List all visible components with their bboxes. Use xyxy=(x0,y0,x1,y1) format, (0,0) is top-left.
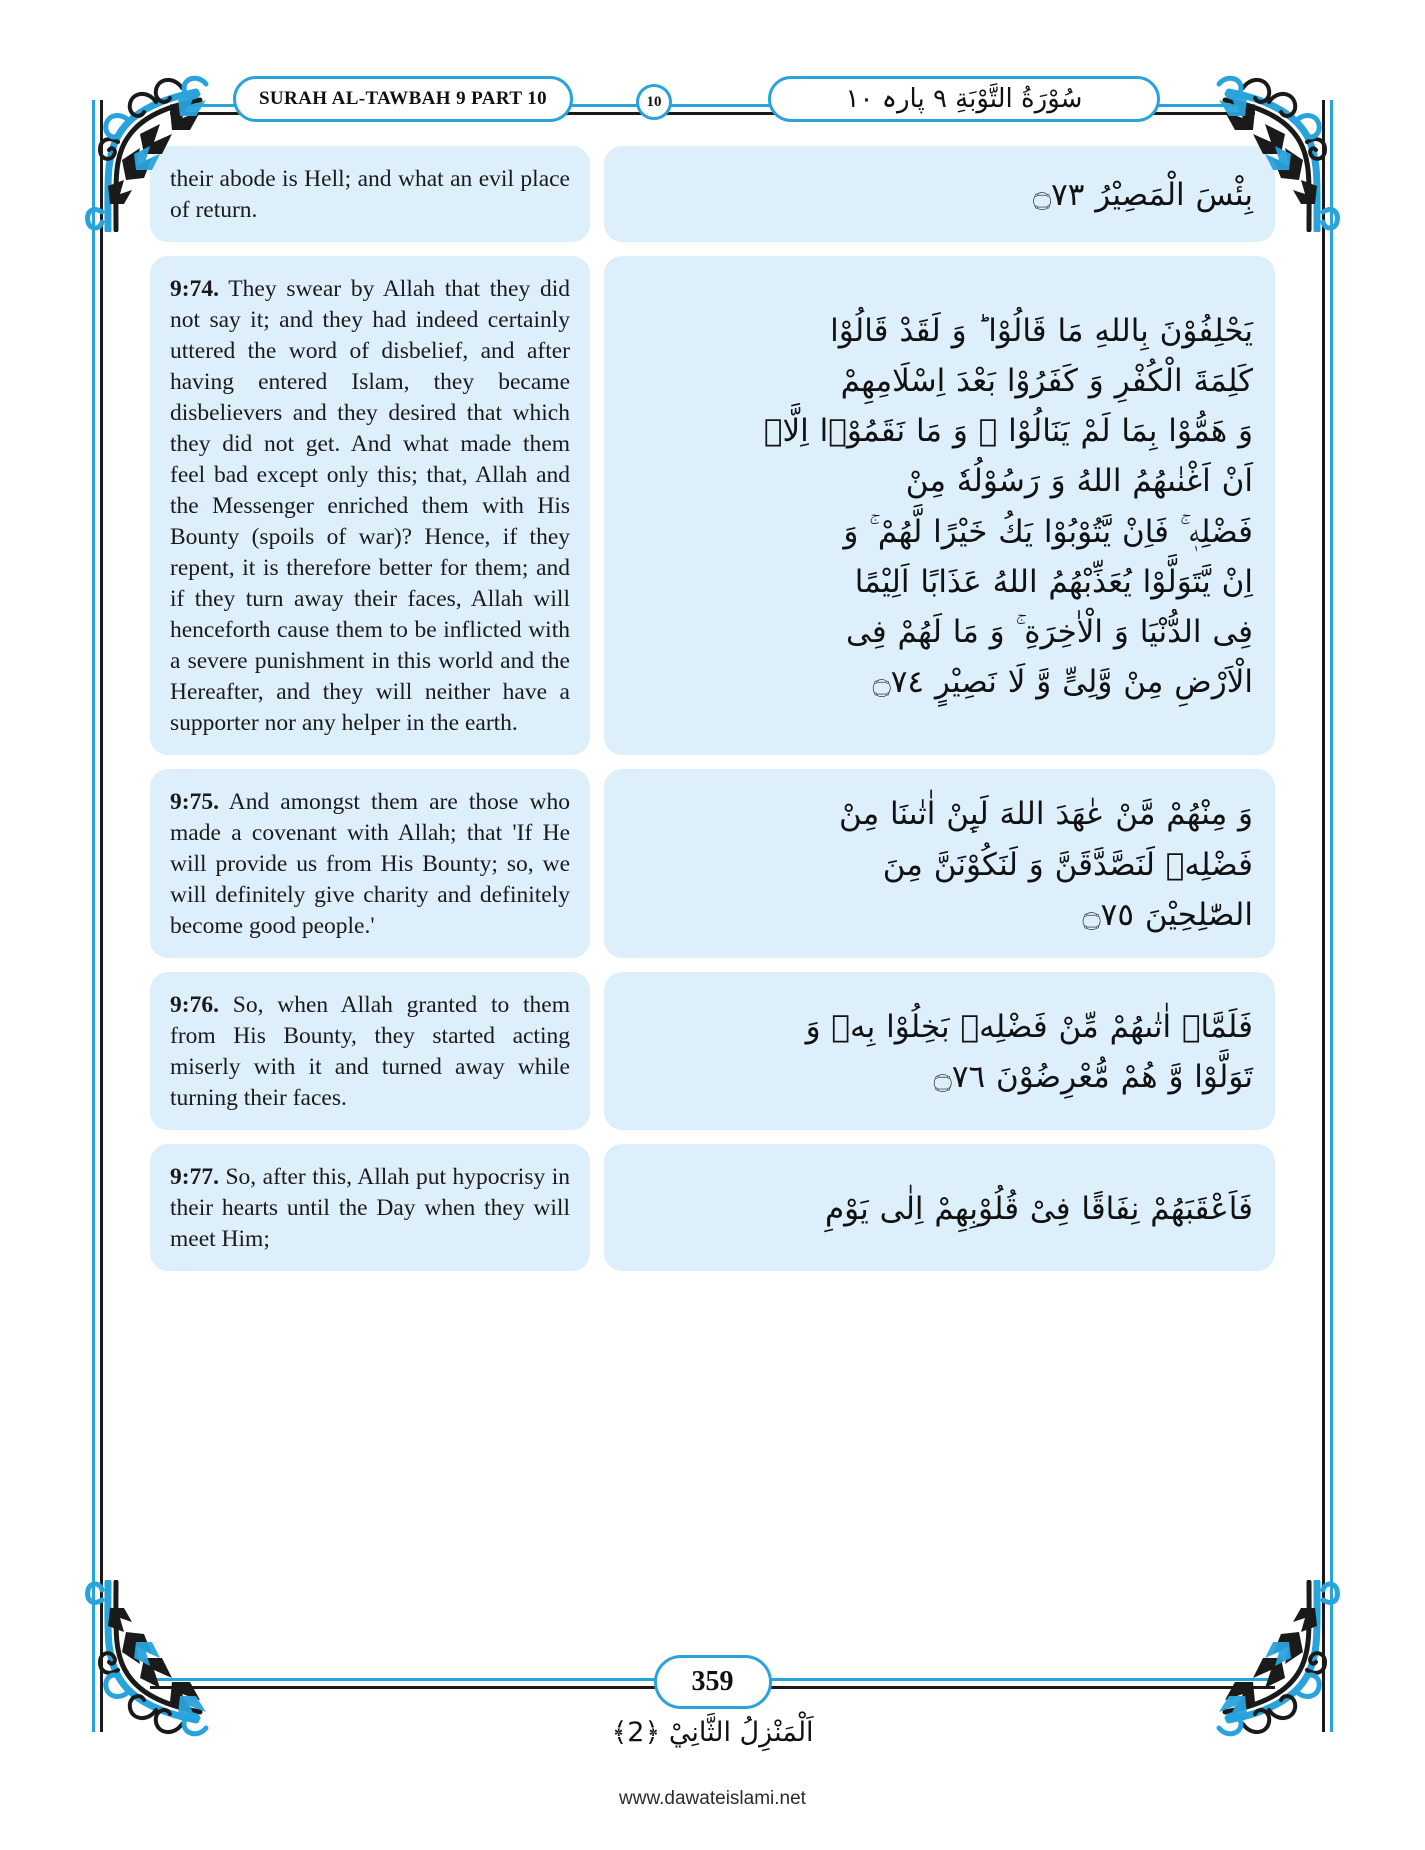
verse-translation-text: their abode is Hell; and what an evil place of return. xyxy=(170,166,570,224)
verse-arabic-text: بِئْسَ الْمَصِیْرُ ۝٧٣ xyxy=(1032,176,1253,213)
arabic-line: الصّٰلِحِیْنَ ۝٧٥ xyxy=(1082,896,1253,933)
corner-ornament-bottom-right xyxy=(1197,1580,1347,1750)
verse-translation-panel xyxy=(150,256,590,755)
verse-arabic-panel xyxy=(604,256,1275,755)
corner-ornament-top-left xyxy=(78,62,228,232)
border-rule-left-black xyxy=(100,100,103,1732)
border-rule-right-black xyxy=(1322,100,1325,1732)
verse-translation-body: So, when Allah granted to them from His Bounty, they started acting miserly with it and turned away while turning their faces. xyxy=(170,992,571,1112)
corner-ornament-bottom-left xyxy=(78,1580,228,1750)
corner-ornament-top-right xyxy=(1197,62,1347,232)
verse-number: 9:75. xyxy=(170,789,219,816)
verse-translation-body: And amongst them are those who made a covenant with Allah; that 'If He will provide us from His Bounty; so, we will definitely give charity and definitely become good people.' xyxy=(170,789,570,940)
arabic-line: كَلِمَةَ الْكُفْرِ وَ كَفَرُوْا بَعْدَ اِسْلَامِهِمْ xyxy=(840,362,1253,399)
website-url: www.dawateislami.net xyxy=(619,1788,806,1809)
verse-number: 9:77. xyxy=(170,1164,219,1191)
surah-title-arabic: سُوْرَةُ التَّوْبَةِ ٩ پارہ ١٠ xyxy=(845,84,1083,114)
verse-translation-panel xyxy=(150,769,590,958)
verse-arabic-text xyxy=(626,306,1253,708)
verse-translation-text xyxy=(170,990,570,1114)
verse-row xyxy=(150,256,1275,755)
surah-title-english: SURAH AL-TAWBAH 9 PART 10 xyxy=(258,88,548,109)
verse-row xyxy=(150,972,1275,1130)
verse-grid xyxy=(150,146,1275,1670)
surah-title-arabic-pill xyxy=(768,76,1160,122)
manzil-label: اَلْمَنْزِلُ الثَّانِيْ ﴿2﴾ xyxy=(611,1717,814,1748)
verse-translation-panel xyxy=(150,1144,590,1271)
arabic-line: الْاَرْضِ مِنْ وَّلِیٍّ وَّ لَا نَصِیْرٍ ۝٧٤ xyxy=(872,664,1253,701)
verse-arabic-panel xyxy=(604,1144,1275,1271)
verse-arabic-text xyxy=(626,1185,1253,1233)
arabic-line: فَاَعْقَبَهُمْ نِفَاقًا فِیْ قُلُوْبِهِمْ اِلٰى یَوْمِ xyxy=(824,1190,1253,1227)
border-rule-right-blue xyxy=(1330,100,1333,1732)
page-number: 359 xyxy=(691,1666,734,1697)
arabic-line: اَنْ اَغْنٰىهُمُ اللهُ وَ رَسُوْلُهٗ مِنْ xyxy=(905,463,1253,500)
verse-row xyxy=(150,769,1275,958)
arabic-line: فَضْلِهٖ لَنَصَّدَّقَنَّ وَ لَنَكُوْنَنَّ مِنَ xyxy=(882,846,1253,883)
verse-translation-body: They swear by Allah that they did not say it; and they had indeed certainly uttered the word of disbelief, and after having entered Islam, they became disbelievers and they desired that which they did not get. And what made them feel bad except only this; that, Allah and the Messenger enriched them with His Bounty (spoils of war)? Hence, if they repent, it is therefore better for them; and if they turn away their faces, Allah will henceforth cause them to be inflicted with a severe punishment in this world and the Hereafter, and they will neither have a supporter nor any helper in the earth. xyxy=(170,276,570,737)
border-rule-left-blue xyxy=(92,100,95,1732)
arabic-line: فَضْلِهٖ ۚ فَاِنْ یَّتُوْبُوْا یَكُ خَیْرًا لَّهُمْ ۚ وَ xyxy=(843,513,1253,550)
arabic-line: تَوَلَّوْا وَّ هُمْ مُّعْرِضُوْنَ ۝٧٦ xyxy=(933,1059,1253,1096)
arabic-line: وَ مِنْهُمْ مَّنْ عٰهَدَ اللهَ لَىِٕنْ اٰتٰىنَا مِنْ xyxy=(838,796,1253,833)
verse-row xyxy=(150,1144,1275,1271)
arabic-line: یَحْلِفُوْنَ بِاللهِ مَا قَالُوْا ؕ وَ لَقَدْ قَالُوْا xyxy=(830,312,1253,349)
verse-row xyxy=(150,146,1275,242)
arabic-line: اِنْ یَّتَوَلَّوْا یُعَذِّبْهُمُ اللهُ عَذَابًا اَلِیْمًا xyxy=(854,563,1253,600)
part-number-badge: 10 xyxy=(636,84,672,120)
verse-arabic-panel xyxy=(604,146,1275,242)
arabic-line: فِی الدُّنْیَا وَ الْاٰخِرَةِ ۚ وَ مَا لَهُمْ فِی xyxy=(846,614,1253,651)
surah-title-english-pill xyxy=(233,76,573,122)
verse-arabic-text xyxy=(626,1002,1253,1102)
verse-arabic-panel xyxy=(604,972,1275,1130)
arabic-line: فَلَمَّاۤ اٰتٰىهُمْ مِّنْ فَضْلِهٖ بَخِلُوْا بِهٖ وَ xyxy=(805,1009,1253,1046)
verse-arabic-panel xyxy=(604,769,1275,958)
verse-translation-text xyxy=(170,274,570,739)
verse-translation-text xyxy=(170,1162,570,1255)
arabic-line: وَ هَمُّوْا بِمَا لَمْ یَنَالُوْا ۚ وَ مَا نَقَمُوْۤا اِلَّاۤ xyxy=(763,413,1253,450)
verse-translation-text xyxy=(170,787,570,942)
verse-number: 9:74. xyxy=(170,276,219,303)
verse-number: 9:76. xyxy=(170,992,219,1019)
verse-arabic-text xyxy=(626,789,1253,940)
verse-translation-body: So, after this, Allah put hypocrisy in their hearts until the Day when they will meet Him; xyxy=(170,1164,571,1253)
page-number-pill xyxy=(654,1655,772,1709)
verse-translation-panel xyxy=(150,972,590,1130)
